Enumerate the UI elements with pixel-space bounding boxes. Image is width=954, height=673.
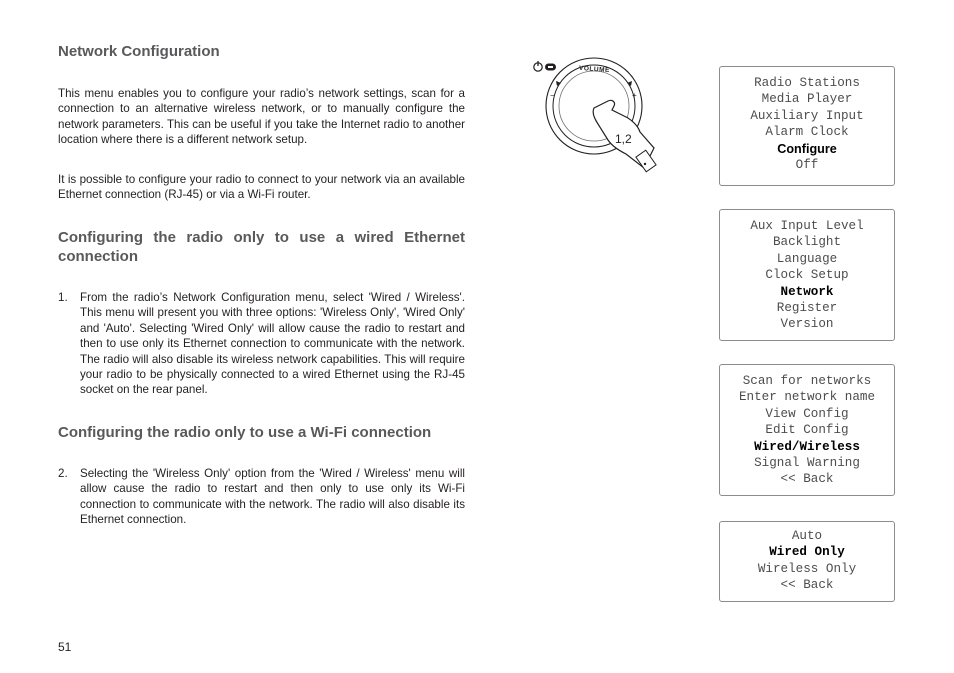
menu-line: Wireless Only xyxy=(757,561,857,576)
menu-line: Auto xyxy=(791,529,823,543)
menu-line: Media Player xyxy=(761,92,853,107)
power-icon xyxy=(534,61,556,71)
menu-line: Radio Stations xyxy=(754,76,860,90)
page-number: 51 xyxy=(58,640,72,654)
menu-screen-network xyxy=(719,364,895,496)
menu-line: Aux Input Level xyxy=(750,219,864,233)
menu-line: Version xyxy=(780,317,834,332)
menu-line: Alarm Clock xyxy=(765,125,849,140)
step-number: 2. xyxy=(58,467,68,480)
menu-line: Clock Setup xyxy=(765,268,849,283)
step-text: From the radio’s Network Configuration menu, select 'Wired / Wireless'. This menu will present you with three options: 'Wireless Only', 'Wired Only' and 'Auto'. Selecting 'Wired Only' will allow cause the radio to restart and then to use only its Ethernet connection to communicate with the network. The radio will also disable its wireless network capabilities. This will require your radio to be physically connected to a wired Ethernet using the RJ-45 socket on the rear panel. xyxy=(80,291,465,397)
section-heading-wifi: Configuring the radio only to use a Wi-Fi connection xyxy=(58,424,432,441)
callout-label: 1,2 xyxy=(615,132,632,146)
menu-screen-wired-wireless xyxy=(719,521,895,602)
menu-line: Auxiliary Input xyxy=(750,108,864,123)
menu-line: Edit Config xyxy=(765,423,849,438)
intro-paragraph: This menu enables you to configure your radio’s network settings, scan for a connection to an alternative wireless network, or to manually configure the network parameters. This can be useful if you take the Internet radio to another location where there is a different network setup. xyxy=(58,87,465,147)
menu-line: << Back xyxy=(780,472,834,487)
menu-line: Register xyxy=(776,301,838,316)
menu-line: View Config xyxy=(765,406,849,421)
menu-line-selected: Wired/Wireless xyxy=(754,439,860,454)
svg-text:−: − xyxy=(550,91,555,100)
menu-line: Backlight xyxy=(772,235,842,250)
menu-line-selected: Wired Only xyxy=(769,545,845,560)
step-1 xyxy=(58,290,465,398)
svg-text:+: + xyxy=(632,91,637,100)
step-text: Selecting the 'Wireless Only' option from the 'Wired / Wireless' menu will allow cause the radio to restart and then only to use only its Wi-Fi connection to communicate with the network. The radio will also disable its Ethernet connection. xyxy=(80,467,465,527)
volume-label: VOLUME xyxy=(578,64,611,75)
volume-knob-illustration xyxy=(528,56,668,176)
step-2 xyxy=(58,466,465,528)
menu-screen-main xyxy=(719,66,895,186)
page-title: Network Configuration xyxy=(58,43,220,60)
menu-line: Signal Warning xyxy=(754,456,860,471)
menu-screen-configure xyxy=(719,209,895,341)
step-number: 1. xyxy=(58,291,68,304)
menu-line: Off xyxy=(795,158,819,173)
section-heading-wired: Configuring the radio only to use a wired Ethernet connection xyxy=(58,229,465,265)
menu-line-selected: Configure xyxy=(777,141,837,156)
menu-line: Scan for networks xyxy=(742,374,872,388)
menu-line: << Back xyxy=(780,578,834,593)
menu-line: Enter network name xyxy=(738,390,876,405)
menu-line-selected: Network xyxy=(780,284,834,299)
intro-paragraph: It is possible to configure your radio to connect to your network via an available Ethernet connection (RJ-45) or via a Wi-Fi router. xyxy=(58,173,465,202)
menu-line: Language xyxy=(776,251,838,266)
